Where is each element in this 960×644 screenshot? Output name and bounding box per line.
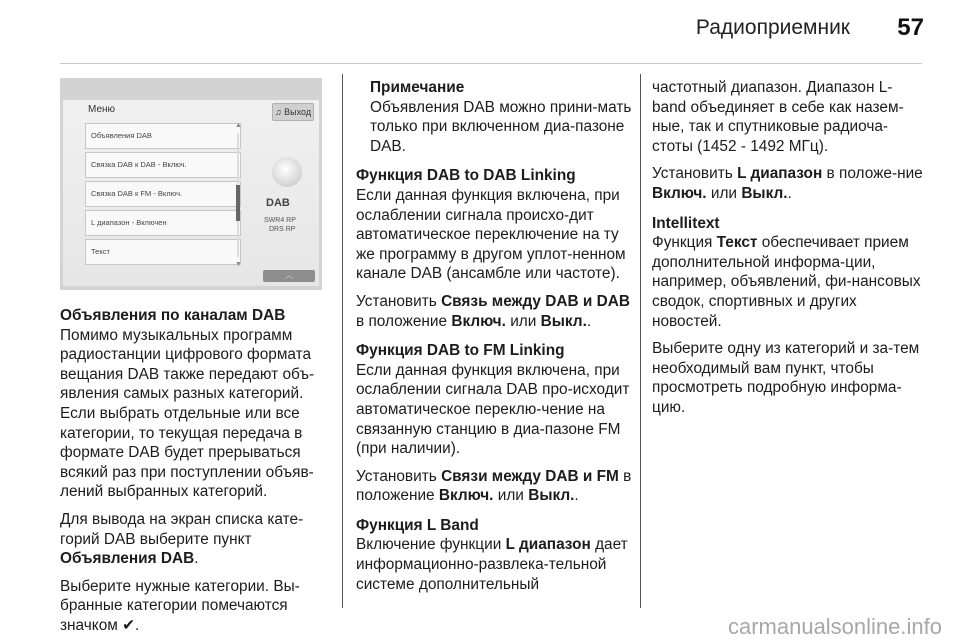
paragraph: Для вывода на экран списка кате-горий DAB выберите пункт Объявления DAB. [60, 510, 304, 568]
column-divider [342, 74, 343, 608]
paragraph: Установить Связь между DAB и DAB в положение Включ. или Выкл.. [356, 292, 630, 330]
note-text: Объявления DAB можно прини-мать только при включенном диа-пазоне DAB. [370, 98, 632, 155]
page-number: 57 [897, 14, 924, 41]
note-heading: Примечание [370, 79, 465, 96]
screen-menu-item: Объявления DAB [85, 123, 241, 149]
paragraph: Выберите одну из категорий и за-тем необходимый вам пункт, чтобы просмотреть подробную информа-цию. [652, 340, 920, 416]
paragraph: Установить Связи между DAB и FM в положение Включ. или Выкл.. [356, 467, 632, 505]
infotainment-screenshot [60, 78, 322, 290]
screen-menu-item: L диапазон - Включен [85, 210, 241, 236]
screen-station-1: SWR4 RP [264, 217, 296, 224]
dial-icon [272, 157, 302, 187]
column-1 [60, 306, 338, 644]
screen-menu-list [85, 123, 241, 269]
paragraph: Функция Текст обеспечивает прием дополнительной информа-ции, например, объявлений, фи-нансовых сводок, спортивных и других новостей. [652, 234, 921, 330]
screen-menu-item: Связка DAB к FM - Включ. [85, 181, 241, 207]
screen-scrollbar [235, 122, 242, 268]
paragraph: Если данная функция включена, при ослаблении сигнала DAB про-исходит автоматическое переклю-чение на связанную станцию в диа-пазоне FM (при наличии). [356, 361, 630, 458]
screen-station-2: DRS RP [269, 226, 296, 233]
heading-intellitext: Intellitext [652, 214, 720, 232]
scroll-thumb [236, 185, 240, 221]
screen-source-label: DAB [266, 197, 290, 209]
paragraph: Выберите нужные категории. Вы-бранные категории помечаются значком ✔. [60, 577, 300, 634]
heading-dab-to-dab: Функция DAB to DAB Linking [356, 167, 576, 185]
heading-dab-to-fm: Функция DAB to FM Linking [356, 342, 565, 360]
watermark: carmanualsonline.info [727, 614, 942, 639]
chevron-up-icon: ︿ [263, 270, 315, 282]
paragraph: Включение функции L диапазон дает информационно-развлека-тельной системе дополнительный [356, 536, 628, 593]
paragraph: Если данная функция включена, при ослаблении сигнала происхо-дит автоматическое переключение на ту же программу в другом уплот-ненном канале DAB (ансамбле или частоте). [356, 186, 626, 283]
scroll-down-icon: ▼ [235, 261, 242, 268]
scroll-up-icon: ▲ [235, 122, 242, 129]
note-box [356, 78, 634, 156]
screen-area [63, 100, 319, 286]
column-3 [652, 78, 924, 426]
heading-dab-announcements: Объявления по каналам DAB [60, 307, 286, 324]
paragraph: Помимо музыкальных программ радиостанции цифрового формата вещания DAB также передают объ-явления самых разных категорий. Если выбрать отдельные или все категории, то текущая передача в формате DAB будет прерываться всякий раз при поступлении объяв-лений выбранных категорий. [60, 326, 315, 501]
screen-menu-title: Меню [88, 104, 116, 115]
heading-l-band: Функция L Band [356, 516, 479, 534]
screen-exit-button: ♫ Выход [272, 103, 314, 121]
section-title: Радиоприемник [695, 16, 850, 39]
header-divider [60, 63, 922, 64]
screen-menu-item: Текст [85, 239, 241, 265]
column-divider [640, 74, 641, 608]
paragraph: частотный диапазон. Диапазон L-band объединяет в себе как назем-ные, так и спутниковые радиоча-стоты (1452 - 1492 МГц). [652, 79, 904, 155]
column-2 [356, 78, 634, 602]
screen-menu-item: Связка DAB к DAB - Включ. [85, 152, 241, 178]
paragraph: Установить L диапазон в положе-ние Включ. или Выкл.. [652, 165, 923, 202]
